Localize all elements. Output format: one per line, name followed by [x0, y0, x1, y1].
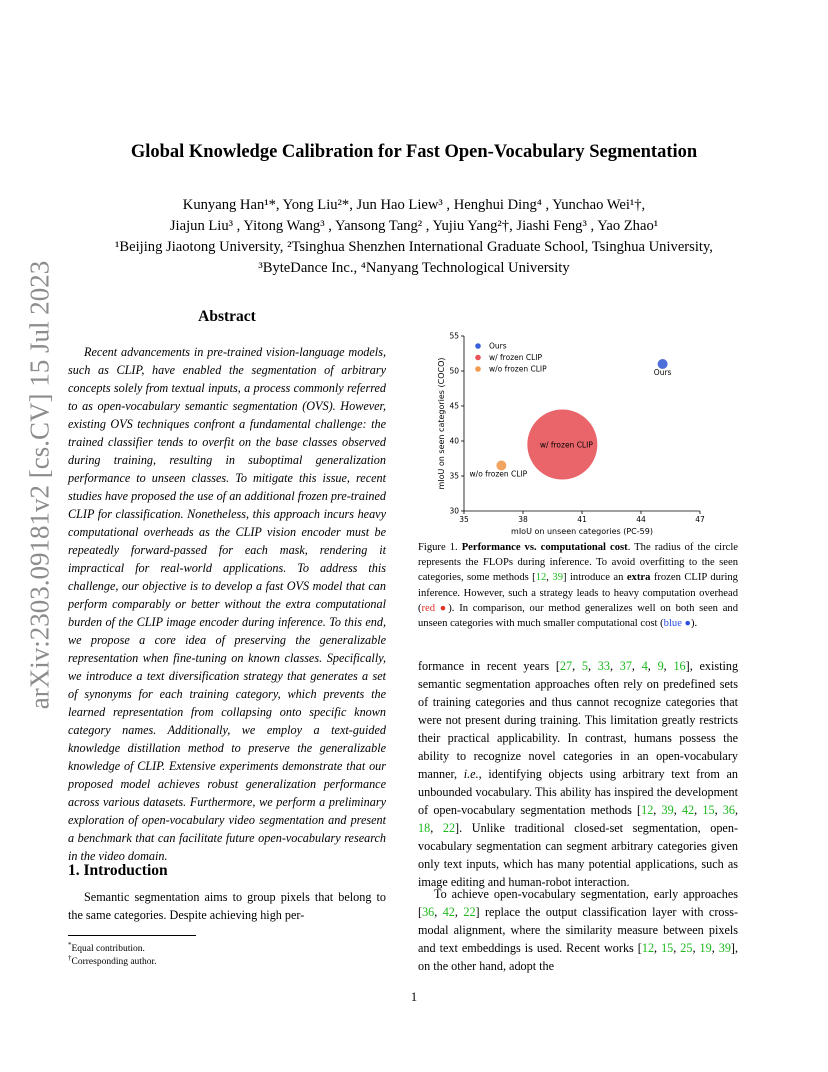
- caption-text: frozen CLIP during inference. However, such a strategy leads to heavy computation overhead (: [418, 572, 738, 614]
- legend-label: Ours: [489, 341, 507, 351]
- body-text: ,: [587, 659, 598, 673]
- point-label: w/o frozen CLIP: [469, 469, 528, 479]
- citation-link[interactable]: 33: [597, 659, 610, 673]
- body-text: ], on the other hand, adopt the: [418, 941, 739, 973]
- author-block: [60, 195, 768, 279]
- caption-text: ). In comparison, our method generalizes well on both seen and unseen categories with much smaller computational cost (: [418, 602, 738, 630]
- body-text: ,: [654, 941, 662, 955]
- x-tick-label: 44: [636, 515, 646, 524]
- footnote-text: Corresponding author.: [71, 957, 157, 968]
- body-paragraph-2: [418, 885, 738, 975]
- citation-link[interactable]: 12: [641, 803, 654, 817]
- affiliations-line-1: ¹Beijing Jiaotong University, ²Tsinghua Shenzhen International Graduate School, Tsinghua University,: [115, 239, 713, 255]
- citation-link[interactable]: 12: [535, 572, 547, 584]
- body-text: , identifying objects using arbitrary text from an unbounded vocabulary. This ability has inspired the development of open-vocabulary segmentation methods [: [418, 767, 738, 817]
- body-text: ,: [711, 941, 719, 955]
- x-tick-label: 47: [695, 515, 705, 524]
- caption-text: ] introduce an: [562, 572, 627, 584]
- abstract-heading: Abstract: [198, 308, 256, 325]
- x-tick-label: 38: [518, 515, 528, 524]
- y-tick-label: 45: [449, 401, 459, 411]
- body-text: To achieve open-vocabulary segmentation, early approaches [: [418, 887, 738, 919]
- citation-link[interactable]: 22: [463, 905, 476, 919]
- body-text: ,: [673, 941, 681, 955]
- caption-bold: Performance vs. computational cost: [461, 542, 628, 553]
- citation-link[interactable]: 9: [657, 659, 664, 673]
- citation-link[interactable]: 19: [699, 941, 712, 955]
- body-text: ,: [430, 821, 443, 835]
- citation-link[interactable]: 36: [722, 803, 735, 817]
- figure-caption: [418, 540, 738, 631]
- body-text: ,: [631, 659, 642, 673]
- body-text: ], existing semantic segmentation approaches often rely on predefined sets of training categories and thus cannot recognize categories that were not present during training. This limitation greatly restricts their practical applicability. In contrast, humans possess the ability to recognize novel categories in an open-vocabulary manner,: [418, 659, 739, 781]
- citation-link[interactable]: 37: [619, 659, 632, 673]
- x-axis-label: mIoU on unseen categories (PC-59): [511, 527, 653, 536]
- caption-label: Figure 1.: [418, 542, 458, 553]
- citation-link[interactable]: 25: [680, 941, 693, 955]
- citation-link[interactable]: 36: [422, 905, 435, 919]
- citation-link[interactable]: 15: [661, 941, 674, 955]
- body-text: ,: [572, 659, 582, 673]
- legend-marker: [475, 343, 481, 349]
- body-text: ,: [694, 803, 703, 817]
- legend-label: w/o frozen CLIP: [489, 364, 547, 374]
- body-text: formance in recent years [: [418, 659, 560, 673]
- body-text: ,: [434, 905, 443, 919]
- paper-title: Global Knowledge Calibration for Fast Open-Vocabulary Segmentation: [130, 142, 698, 162]
- body-text: ,: [673, 803, 682, 817]
- body-text: ,: [454, 905, 464, 919]
- body-text: ,: [653, 803, 662, 817]
- body-text-italic: i.e.: [463, 767, 479, 781]
- citation-link[interactable]: 22: [442, 821, 456, 835]
- caption-text: ).: [690, 618, 698, 630]
- caption-bold-extra: extra: [626, 572, 651, 584]
- y-tick-label: 50: [449, 366, 459, 376]
- body-text: ,: [692, 941, 700, 955]
- point-label: w/ frozen CLIP: [539, 440, 593, 450]
- y-axis-label: mIoU on seen categories (COCO): [437, 357, 446, 490]
- body-text: ] replace the output classification layer with cross-modal alignment, where the similarity measure between pixels and text embeddings is used. Recent works [: [418, 905, 739, 955]
- legend-label: w/ frozen CLIP: [489, 353, 543, 363]
- abstract-text: Recent advancements in pre-trained vision-language models, such as CLIP, have enabled the segmentation of arbitrary concepts solely from textual inputs, a process commonly referred to as open-vocabulary semantic segmentation (OVS). However, existing OVS techniques confront a fundamental challenge: the trained classifier tends to overfit on the base classes observed during training, resulting in suboptimal generalization performance to unseen classes. To mitigate this issue, recent studies have proposed the use of an additional frozen pre-trained CLIP for classification. Nonetheless, this approach incurs heavy computational overheads as the CLIP vision encoder must be repeatedly forward-passed for each mask, rendering it impractical for real-world applications. To address this challenge, our objective is to develop a fast OVS model that can perform comparably or better without the extra computational burden of the CLIP image encoder during inference. To this end, we propose a core idea of preserving the generalizable representation when fine-tuning on known classes. Specifically, we introduce a text diversification strategy that generates a set of synonyms for each training category, which prevents the learned representation from collapsing onto specific known category names. Additionally, we employ a text-guided knowledge distillation method to preserve the generalizable knowledge of CLIP. Extensive experiments demonstrate that our proposed model achieves robust generalization performance across various datasets. Furthermore, we perform a preliminary exploration of open-vocabulary video segmentation and present a benchmark that can facilitate future open-vocabulary research in the video domain.: [68, 345, 386, 863]
- y-tick-label: 30: [449, 506, 459, 516]
- citation-link[interactable]: 39: [718, 941, 731, 955]
- body-text: ,: [609, 659, 620, 673]
- x-tick-label: 41: [577, 515, 587, 524]
- citation-link[interactable]: 5: [581, 659, 588, 673]
- caption-red-marker: red ●: [421, 602, 449, 614]
- citation-link[interactable]: 16: [673, 659, 686, 673]
- citation-link[interactable]: 12: [641, 941, 655, 955]
- body-text: ,: [663, 659, 674, 673]
- y-tick-label: 40: [449, 436, 459, 446]
- legend-marker: [475, 355, 481, 361]
- citation-link[interactable]: 42: [442, 905, 455, 919]
- footnote-rule: [68, 935, 196, 936]
- footnote-mark: †: [68, 954, 72, 962]
- footnote-mark: *: [68, 941, 72, 949]
- legend-marker: [475, 366, 481, 372]
- citation-link[interactable]: 4: [641, 659, 648, 673]
- citation-link[interactable]: 18: [418, 821, 431, 835]
- body-paragraph-1: [418, 657, 738, 891]
- introduction-paragraph: Semantic segmentation aims to group pixels that belong to the same categories. Despite achieving high per-: [68, 890, 386, 922]
- footnote-text: Equal contribution.: [71, 944, 145, 955]
- citation-link[interactable]: 39: [552, 572, 563, 584]
- authors-line-2: Jiajun Liu³ , Yitong Wang³ , Yansong Tang² , Yujiu Yang²†, Jiashi Feng³ , Yao Zhao¹: [169, 218, 659, 234]
- page-number: 1: [410, 990, 418, 1004]
- performance-chart: [432, 328, 732, 538]
- citation-link[interactable]: 42: [681, 803, 695, 817]
- body-text: ,: [647, 659, 658, 673]
- citation-link[interactable]: 15: [702, 803, 715, 817]
- caption-text: ,: [546, 572, 553, 584]
- caption-blue-marker: blue ●: [663, 618, 691, 630]
- point-label: Ours: [653, 368, 672, 377]
- caption-text: . The radius of the circle represents the FLOPs during inference. To avoid overfitting to the seen categories, some methods [: [418, 542, 738, 584]
- introduction-heading: 1. Introduction: [68, 862, 168, 879]
- citation-link[interactable]: 27: [559, 659, 573, 673]
- affiliations-line-2: ³ByteDance Inc., ⁴Nanyang Technological University: [258, 260, 570, 276]
- body-text: ]. Unlike traditional closed-set segmentation, open-vocabulary segmentation can segment arbitrary categories given only text inputs, which has many potential applications, such as image editing and human-robot interaction.: [418, 821, 738, 889]
- y-tick-label: 55: [449, 331, 459, 341]
- x-tick-label: 35: [459, 515, 469, 524]
- authors-line-1: Kunyang Han¹*, Yong Liu²*, Jun Hao Liew³ , Henghui Ding⁴ , Yunchao Wei¹†,: [182, 197, 646, 213]
- body-text: ,: [734, 803, 739, 817]
- body-text: ,: [714, 803, 723, 817]
- arxiv-id: arXiv:2303.09181v2 [cs.CV] 15 Jul 2023: [24, 260, 55, 710]
- y-tick-label: 35: [449, 471, 459, 481]
- footnote-corresponding: [68, 952, 156, 968]
- citation-link[interactable]: 39: [661, 803, 674, 817]
- arxiv-watermark: [10, 260, 70, 710]
